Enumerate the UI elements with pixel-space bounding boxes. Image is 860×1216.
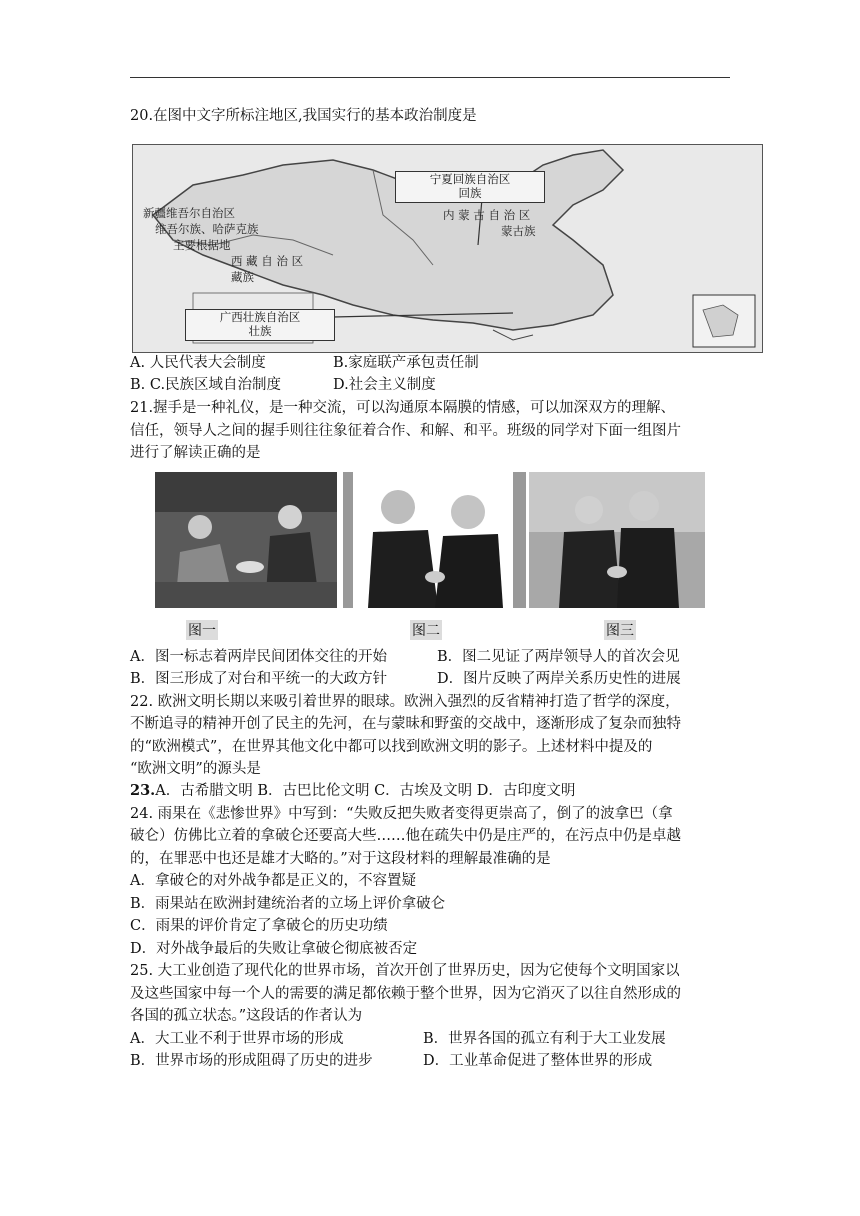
q21-option-c: B．图三形成了对台和平统一的大政方针 (130, 671, 388, 687)
q24-stem-3: 的，在罪恶中也还是雄才大略的。”对于这段材料的理解最准确的是 (130, 851, 551, 867)
map-label-guangxi-2: 壮族 (248, 324, 272, 338)
q24-option-d: D．对外战争最后的失败让拿破仑彻底被否定 (130, 941, 418, 957)
china-map (132, 144, 763, 353)
photo-2-handshake (343, 472, 526, 608)
q20-option-c: B. C.民族区域自治制度 (130, 377, 282, 393)
q21-option-b: B．图二见证了两岸领导人的首次会见 (437, 649, 680, 665)
map-label-tibet-1: 西 藏 自 治 区 (231, 254, 304, 268)
q23-line (130, 781, 575, 801)
q24-stem-2: 破仑）仿佛比立着的拿破仑还要高大些……他在疏失中仍是庄严的，在污点中仍是卓越 (130, 828, 681, 844)
q25-option-c: B．世界市场的形成阻碍了历史的进步 (130, 1053, 373, 1069)
photo-2-caption: 图二 (410, 620, 442, 640)
map-label-xinjiang-2: 维吾尔族、哈萨克族 (155, 222, 259, 236)
ningxia-label-box (395, 171, 545, 203)
map-label-guangxi-1: 广西壮族自治区 (219, 310, 301, 324)
q21-stem-1: 21.握手是一种礼仪，是一种交流，可以沟通原本隔膜的情感，可以加深双方的理解、 (130, 400, 676, 416)
photo-1-caption: 图一 (186, 620, 218, 640)
q20-option-b: B.家庭联产承包责任制 (333, 355, 479, 371)
q20-option-a: A. 人民代表大会制度 (130, 355, 266, 371)
q22-stem-4: “欧洲文明”的源头是 (130, 761, 261, 777)
q24-option-b: B．雨果站在欧洲封建统治者的立场上评价拿破仑 (130, 896, 446, 912)
map-label-ningxia-1: 宁夏回族自治区 (429, 172, 511, 186)
q24-stem-1: 24. 雨果在《悲惨世界》中写到：“失败反把失败者变得更崇高了，倒了的波拿巴（拿 (130, 806, 673, 822)
guangxi-label-box (185, 309, 335, 341)
q25-stem-1: 25. 大工业创造了现代化的世界市场，首次开创了世界历史，因为它使每个文明国家以 (130, 963, 680, 979)
q22-stem-2: 不断追寻的精神开创了民主的先河，在与蒙昧和野蛮的交战中，逐渐形成了复杂而独特 (130, 716, 681, 732)
map-label-innermongolia-1: 内 蒙 古 自 治 区 (443, 208, 531, 222)
photo-3-handshake (529, 472, 705, 608)
q25-stem-3: 各国的孤立状态。”这段话的作者认为 (130, 1008, 363, 1024)
q22-stem-3: 的“欧洲模式”，在世界其他文化中都可以找到欧洲文明的影子。上述材料中提及的 (130, 739, 653, 755)
photo-3-caption: 图三 (604, 620, 636, 640)
q21-stem-2: 信任，领导人之间的握手则往往象征着合作、和解、和平。班级的同学对下面一组图片 (130, 423, 681, 439)
q20-option-d: D.社会主义制度 (333, 377, 436, 393)
q22-stem-1: 22. 欧洲文明长期以来吸引着世界的眼球。欧洲入强烈的反省精神打造了哲学的深度， (130, 694, 680, 710)
q25-stem-2: 及这些国家中每一个人的需要的满足都依赖于整个世界，因为它消灭了以往自然形成的 (130, 986, 681, 1002)
map-label-innermongolia-2: 蒙古族 (501, 224, 536, 238)
map-label-tibet-2: 藏族 (231, 270, 254, 284)
q21-option-a: A．图一标志着两岸民间团体交往的开始 (130, 649, 387, 665)
photo-1-handshake (155, 472, 337, 608)
q23-options: A．古希腊文明 B．古巴比伦文明 C．古埃及文明 D．古印度文明 (155, 783, 576, 799)
q25-option-b: B．世界各国的孤立有利于大工业发展 (423, 1031, 666, 1047)
q21-option-d: D．图片反映了两岸关系历史性的进展 (437, 671, 681, 687)
q20-stem: 20.在图中文字所标注地区,我国实行的基本政治制度是 (130, 108, 477, 124)
q24-option-a: A．拿破仑的对外战争都是正义的，不容置疑 (130, 873, 416, 889)
header-rule (130, 77, 730, 78)
map-label-xinjiang-3: 主要根据地 (173, 238, 231, 252)
q24-option-c: C．雨果的评价肯定了拿破仑的历史功绩 (130, 918, 388, 934)
map-label-xinjiang-1: 新疆维吾尔自治区 (143, 206, 235, 220)
q25-option-d: D．工业革命促进了整体世界的形成 (423, 1053, 653, 1069)
q21-stem-3: 进行了解读正确的是 (130, 445, 261, 461)
map-label-ningxia-2: 回族 (458, 186, 482, 200)
q25-option-a: A．大工业不利于世界市场的形成 (130, 1031, 344, 1047)
q23-number: 23. (130, 782, 156, 799)
